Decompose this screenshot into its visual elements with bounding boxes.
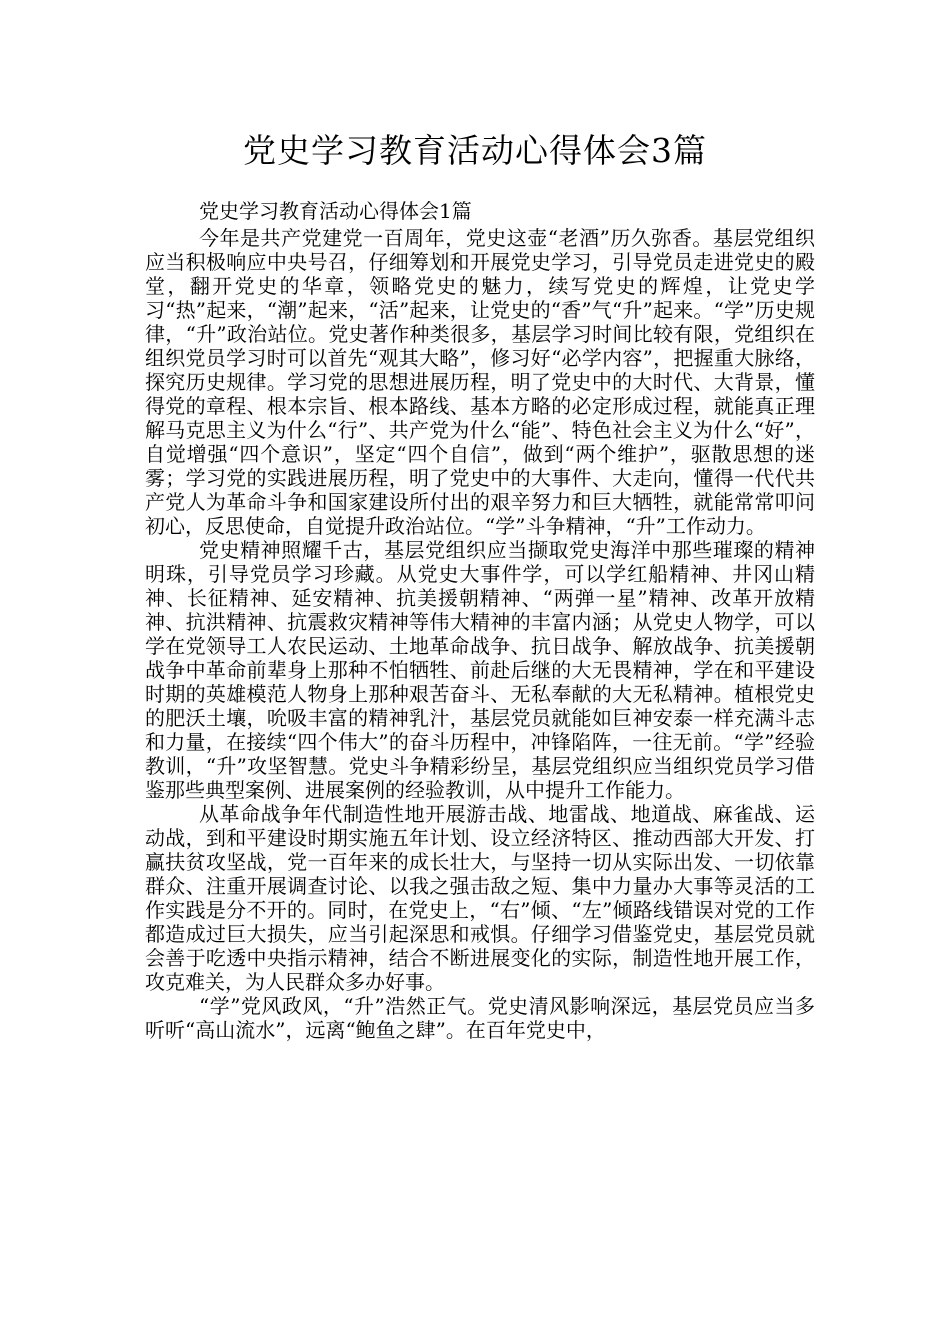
document-body <box>145 197 815 1042</box>
paragraph-3: 从革命战争年代制造性地开展游击战、地雷战、地道战、麻雀战、运动战，到和平建设时期实施五年计划、设立经济特区、推动西部大开发、打赢扶贫攻坚战，党一百年来的成长壮大，与坚持一切从实际出发、一切依靠群众、注重开展调查讨论、以我之强击敌之短、集中力量办大事等灵活的工作实践是分不开的。同时，在党史上，“右”倾、“左”倾路线错误对党的工作都造成过巨大损失，应当引起深思和戒惧。仔细学习借鉴党史，基层党员就会善于吃透中央指示精神，结合不断进展变化的实际，制造性地开展工作，攻克难关，为人民群众多办好事。 <box>145 801 815 994</box>
paragraph-4: “学”党风政风，“升”浩然正气。党史清风影响深远，基层党员应当多听听“高山流水”，远离“鲍鱼之肆”。在百年党史中， <box>145 993 815 1042</box>
document-title: 党史学习教育活动心得体会3篇 <box>243 131 707 170</box>
paragraph-2: 党史精神照耀千古，基层党组织应当撷取党史海洋中那些璀璨的精神明珠，引导党员学习珍藏。从党史大事件学，可以学红船精神、井冈山精神、长征精神、延安精神、抗美援朝精神、“两弹一星”精神、改革开放精神、抗洪精神、抗震救灾精神等伟大精神的丰富内涵；从党史人物学，可以学在党领导工人农民运动、土地革命战争、抗日战争、解放战争、抗美援朝战争中革命前辈身上那种不怕牺牲、前赴后继的大无畏精神，学在和平建设时期的英雄模范人物身上那种艰苦奋斗、无私奉献的大无私精神。植根党史的肥沃土壤，吮吸丰富的精神乳汁，基层党员就能如巨神安泰一样充满斗志和力量，在接续“四个伟大”的奋斗历程中，冲锋陷阵，一往无前。“学”经验教训，“升”攻坚智慧。党史斗争精彩纷呈，基层党组织应当组织党员学习借鉴那些典型案例、进展案例的经验教训，从中提升工作能力。 <box>145 537 815 802</box>
section-subtitle: 党史学习教育活动心得体会1篇 <box>199 199 472 223</box>
paragraph-1: 今年是共产党建党一百周年，党史这壶“老酒”历久弥香。基层党组织应当积极响应中央号召，仔细筹划和开展党史学习，引导党员走进党史的殿堂，翻开党史的华章，领略党史的魅力，续写党史的辉煌，让党史学习“热”起来，“潮”起来，“活”起来，让党史的“香”气“升”起来。“学”历史规律，“升”政治站位。党史著作种类很多，基层学习时间比较有限，党组织在组织党员学习时可以首先“观其大略”，修习好“必学内容”，把握重大脉络，探究历史规律。学习党的思想进展历程，明了党史中的大时代、大背景，懂得党的章程、根本宗旨、根本路线、基本方略的必定形成过程，就能真正理解马克思主义为什么“行”、共产党为什么“能”、特色社会主义为什么“好”，自觉增强“四个意识”，坚定“四个自信”，做到“两个维护”，驱散思想的迷雾；学习党的实践进展历程，明了党史中的大事件、大走向，懂得一代代共产党人为革命斗争和国家建设所付出的艰辛努力和巨大牺牲，就能常常叩问初心，反思使命，自觉提升政治站位。“学”斗争精神，“升”工作动力。 <box>145 225 815 538</box>
